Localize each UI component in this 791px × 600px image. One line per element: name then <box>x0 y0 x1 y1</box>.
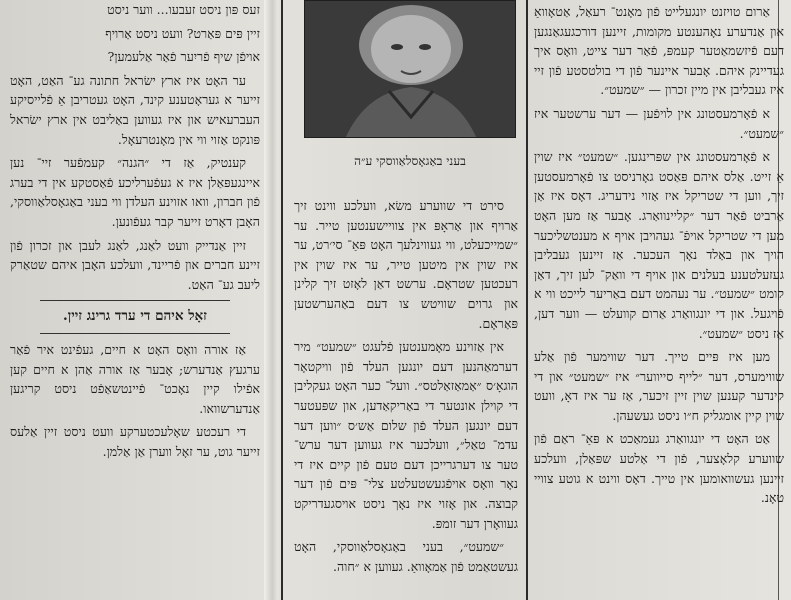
photo-caption: בעני באַגאָסלאַווסקי ע״ה <box>354 154 466 168</box>
right-paragraph: אַרום טויזנט יונגעלייט פֿון מאָנט־ רעאַל, אַטאָוואַ און אַנדערע נאָהענטע מקומות, זיינען דורכגעגאַנגען דעם פֿיזשמאַטער קעמפּ, פֿאַר דער צייט, וואָס איך געדיינק איהם. אָבער איינער פֿון די בולטסטע פֿון זיי איז געבליבן אין מיין זכרון — ״שמעט״. <box>534 4 784 98</box>
portrait-photo <box>304 0 516 138</box>
middle-paragraph: ״שמעט״, בעני באַגאָסלאַווסקי, האָט געשטאַמט פֿון אַמאָוואַ. געווען א ״חוה. <box>294 539 518 574</box>
right-paragraph: מען איז פּיים טייך. דער שווימער פֿון אַלע שווימערס, דער ״לייף סייווער״ איז ״שמעט״ און די קינדער קענען שוין זיין זיכער, אַז ער איז דאָ, וועט שוין קיין אומגליק ח״ו ניסט געשעהן. <box>534 349 784 423</box>
left-paragraph: זיין אַנדייק וועט לאַנג, לאַנג לעבן און זכרון פֿון זיינע חברים און פֿריינד, וועלכע האָבן איהם שטאַרק ליעב גע־ האַט. <box>10 237 260 292</box>
right-paragraph: א פֿאָרמעסטונג אין שפּרינגען. ״שמעט״ איז שוין אַ זייט. אַלס איהם פּאַסט גאָרניסט צו פֿאָרמעסטען זיך, ווען די שטריקל איז אַזוי נידעריג. דאָס איז אַן אַרביט פֿאַר דער ״קליינוואַרג. אָבער אַז מען האָט מען די שטריקל אויפֿ־ געהויבן אויף א מענטשליכער הויך און באַלד נאָך העכער. אַז זיינען געבליבן געזעלטענע בעלנים און אויף די וואַק־ לען זיך, דאַן קומט ״שמעט״. ער נעהמט דעם באַריער לייכט ווי א פֿויגעל. און די יונגוואַרג אַרום קוועלט — ווער דען, אַז ניסט ״שמעט״. <box>534 149 784 341</box>
divider <box>40 300 230 301</box>
left-paragraph: קענטיק, אַז די ״הגנה״ קעמפֿער זיי־ נען איינגעפּאַלן איז א געפֿערליכע פֿאַסטקע אין די בערג פֿון חברון, וואו אזוינע העלדן ווי בעני באַגאָסלאַווסקי, האָבן דאָרט זייער קבר געפֿונען. <box>10 155 260 229</box>
right-article-column <box>528 0 790 600</box>
middle-paragraph: סירט די שווערע משׂא, וועלכע ווינט זיך אַרויף און אַראָפּ אין צוויישענטען טייר. ער ״שמייכעלט, ווי געווינלעך האָט פּאַ־ סי׳רט, ער איז שוין אין מיטען טייר, ער איז שוין אין רעכטען שטראָם. ערשט דאַן לאָזט זיך קלינן און גרוים שוויטש צו דעם באַהערשטען פּאַראָם. <box>294 198 518 331</box>
paper-fold <box>264 0 278 600</box>
left-paragraph: זעס פּון ניסט זעבעו... ווער ניסט <box>107 2 260 17</box>
right-paragraph: אַט האָט די יונגוואַרג געמאַכט א פּאַ־ ראַם פֿון שווערע קלאָצער, פֿון די אַלטע שפּאַלן, וועלכע זיינען געשוואומען אין טייך. דאָס ווינט א גוטע צוויי טאָנ. <box>534 431 784 506</box>
column-rule <box>281 0 283 600</box>
left-paragraph: זיין פּים פּאַרט? וועט ניסט אַרויף <box>105 25 260 41</box>
left-article-column <box>4 0 266 600</box>
left-paragraph: די רעכטע שאָלעכטערקע וועט ניסט זיין אַלעס זייער גוט, ער זאָל ווערן אַן אַלמן. <box>10 424 260 459</box>
right-paragraph: א פֿאָרמעסטונג אין לויפֿען — דער ערשטער איז ״שמעט״. <box>534 105 784 141</box>
divider <box>40 333 230 334</box>
left-paragraph: ער האָט איז ארץ ישׂראל חתונה גע־ האַט, האָט זייער א געראָטענע קינד, האָט געטריבן אַ פֿלייסיקע העברעאיש און איז געווען באַליבט אין ארץ ישׂראל פּונקט אַזוי ווי אין מאָנטרעאָל. <box>10 72 260 147</box>
left-heading: זאָל איהם די ערד גרינג זיין. <box>63 308 207 325</box>
middle-paragraph: אין אַזוינע מאָמענטען פֿלעגט ״שמעט״ מיר דערמאַהנען דעם יונגען העלד פֿון וויקטאָר הוגאָ׳ס ״אַמאַזאַלטס״. וועל־ כער האָט געקליבן די קוילן אונטער די באַריקאַדען, און שפּעטער דעם יונגען העלד פֿון שלום אַש׳ס ״ווען דער עדמ־ טאַל״, וועלכער איז געווען דער ערש־ טער צו דערגרייכן דעם טעם פֿון קיים איז די נאָר וואָס אויפֿגעשטעלטע צלי־ פּים פֿון דער קבוצה. און אָזוי איז נאָך ניסט אויסגעדריקט געוואָרן דער זומפּ. <box>294 339 518 531</box>
left-paragraph: אויפֿן שיף פֿריִער פֿאַר אַלעמען? <box>107 49 260 65</box>
left-paragraph: אַז אורה וואָס האָט א חיים, געפֿינט איר פֿאַר ערגעץ אַנדערש; אָבער אַז אורה אַהן א חיים קען אפֿילו קיין נאָכט־ פֿיינטשאַפֿט ניסט קריגען אַנדערשוואו. <box>10 341 260 416</box>
middle-article-column <box>288 196 524 600</box>
portrait-image <box>305 1 516 138</box>
